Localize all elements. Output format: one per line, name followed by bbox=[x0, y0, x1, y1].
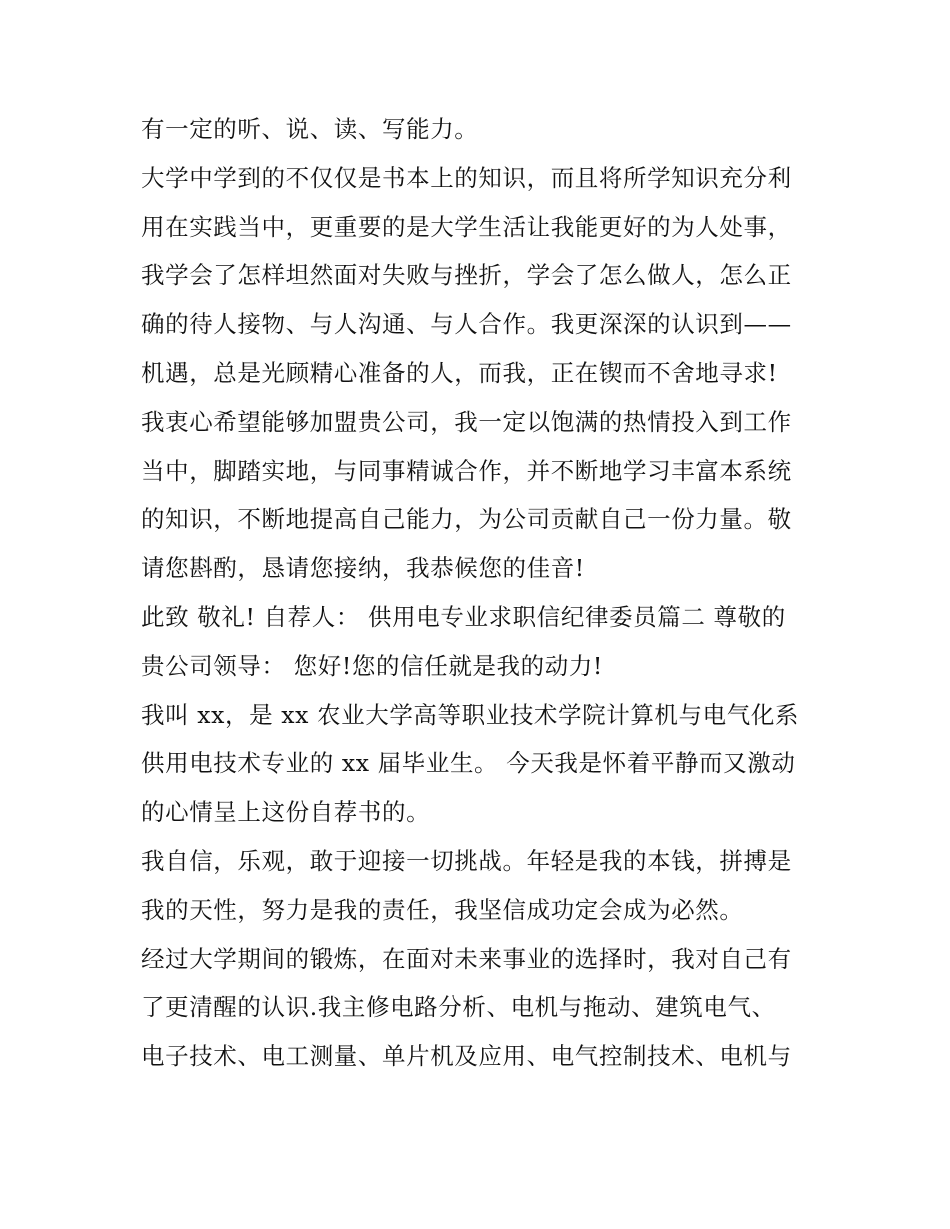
document-body bbox=[141, 105, 821, 1081]
text-line: 我的天性，努力是我的责任，我坚信成功定会成为必然。 bbox=[141, 895, 744, 924]
text-line: 的知识，不断地提高自己能力，为公司贡献自己一份力量。敬 bbox=[141, 505, 792, 534]
text-line: 我学会了怎样坦然面对失败与挫折，学会了怎么做人，怎么正 bbox=[141, 261, 792, 290]
text-line: 供用电技术专业的 xx 届毕业生。 今天我是怀着平静而又激动 bbox=[141, 749, 796, 778]
text-line: 确的待人接物、与人沟通、与人合作。我更深深的认识到—— bbox=[141, 310, 792, 339]
text-line: 的心情呈上这份自荐书的。 bbox=[141, 798, 431, 827]
text-line: 贵公司领导： 您好!您的信任就是我的动力! bbox=[141, 651, 603, 680]
text-line: 我叫 xx，是 xx 农业大学高等职业技术学院计算机与电气化系 bbox=[141, 700, 800, 729]
text-line: 我自信，乐观，敢于迎接一切挑战。年轻是我的本钱，拼搏是 bbox=[141, 846, 792, 875]
text-line: 我衷心希望能够加盟贵公司，我一定以饱满的热情投入到工作 bbox=[141, 407, 792, 436]
text-line: 此致 敬礼! 自荐人： 供用电专业求职信纪律委员篇二 尊敬的 bbox=[141, 602, 786, 631]
text-line: 经过大学期间的锻炼，在面对未来事业的选择时，我对自己有 bbox=[141, 944, 792, 973]
text-line: 请您斟酌，恳请您接纳，我恭候您的佳音! bbox=[141, 554, 585, 583]
text-line: 有一定的听、说、读、写能力。 bbox=[141, 115, 479, 143]
text-line: 机遇，总是光顾精心准备的人，而我，正在锲而不舍地寻求! bbox=[141, 358, 778, 387]
text-line: 电子技术、电工测量、单片机及应用、电气控制技术、电机与 bbox=[141, 1042, 792, 1071]
text-line: 用在实践当中，更重要的是大学生活让我能更好的为人处事， bbox=[141, 212, 792, 241]
text-line: 了更清醒的认识.我主修电路分析、电机与拖动、建筑电气、 bbox=[141, 993, 776, 1022]
text-line: 当中，脚踏实地，与同事精诚合作，并不断地学习丰富本系统 bbox=[141, 456, 792, 485]
text-line: 大学中学到的不仅仅是书本上的知识，而且将所学知识充分利 bbox=[141, 163, 792, 192]
